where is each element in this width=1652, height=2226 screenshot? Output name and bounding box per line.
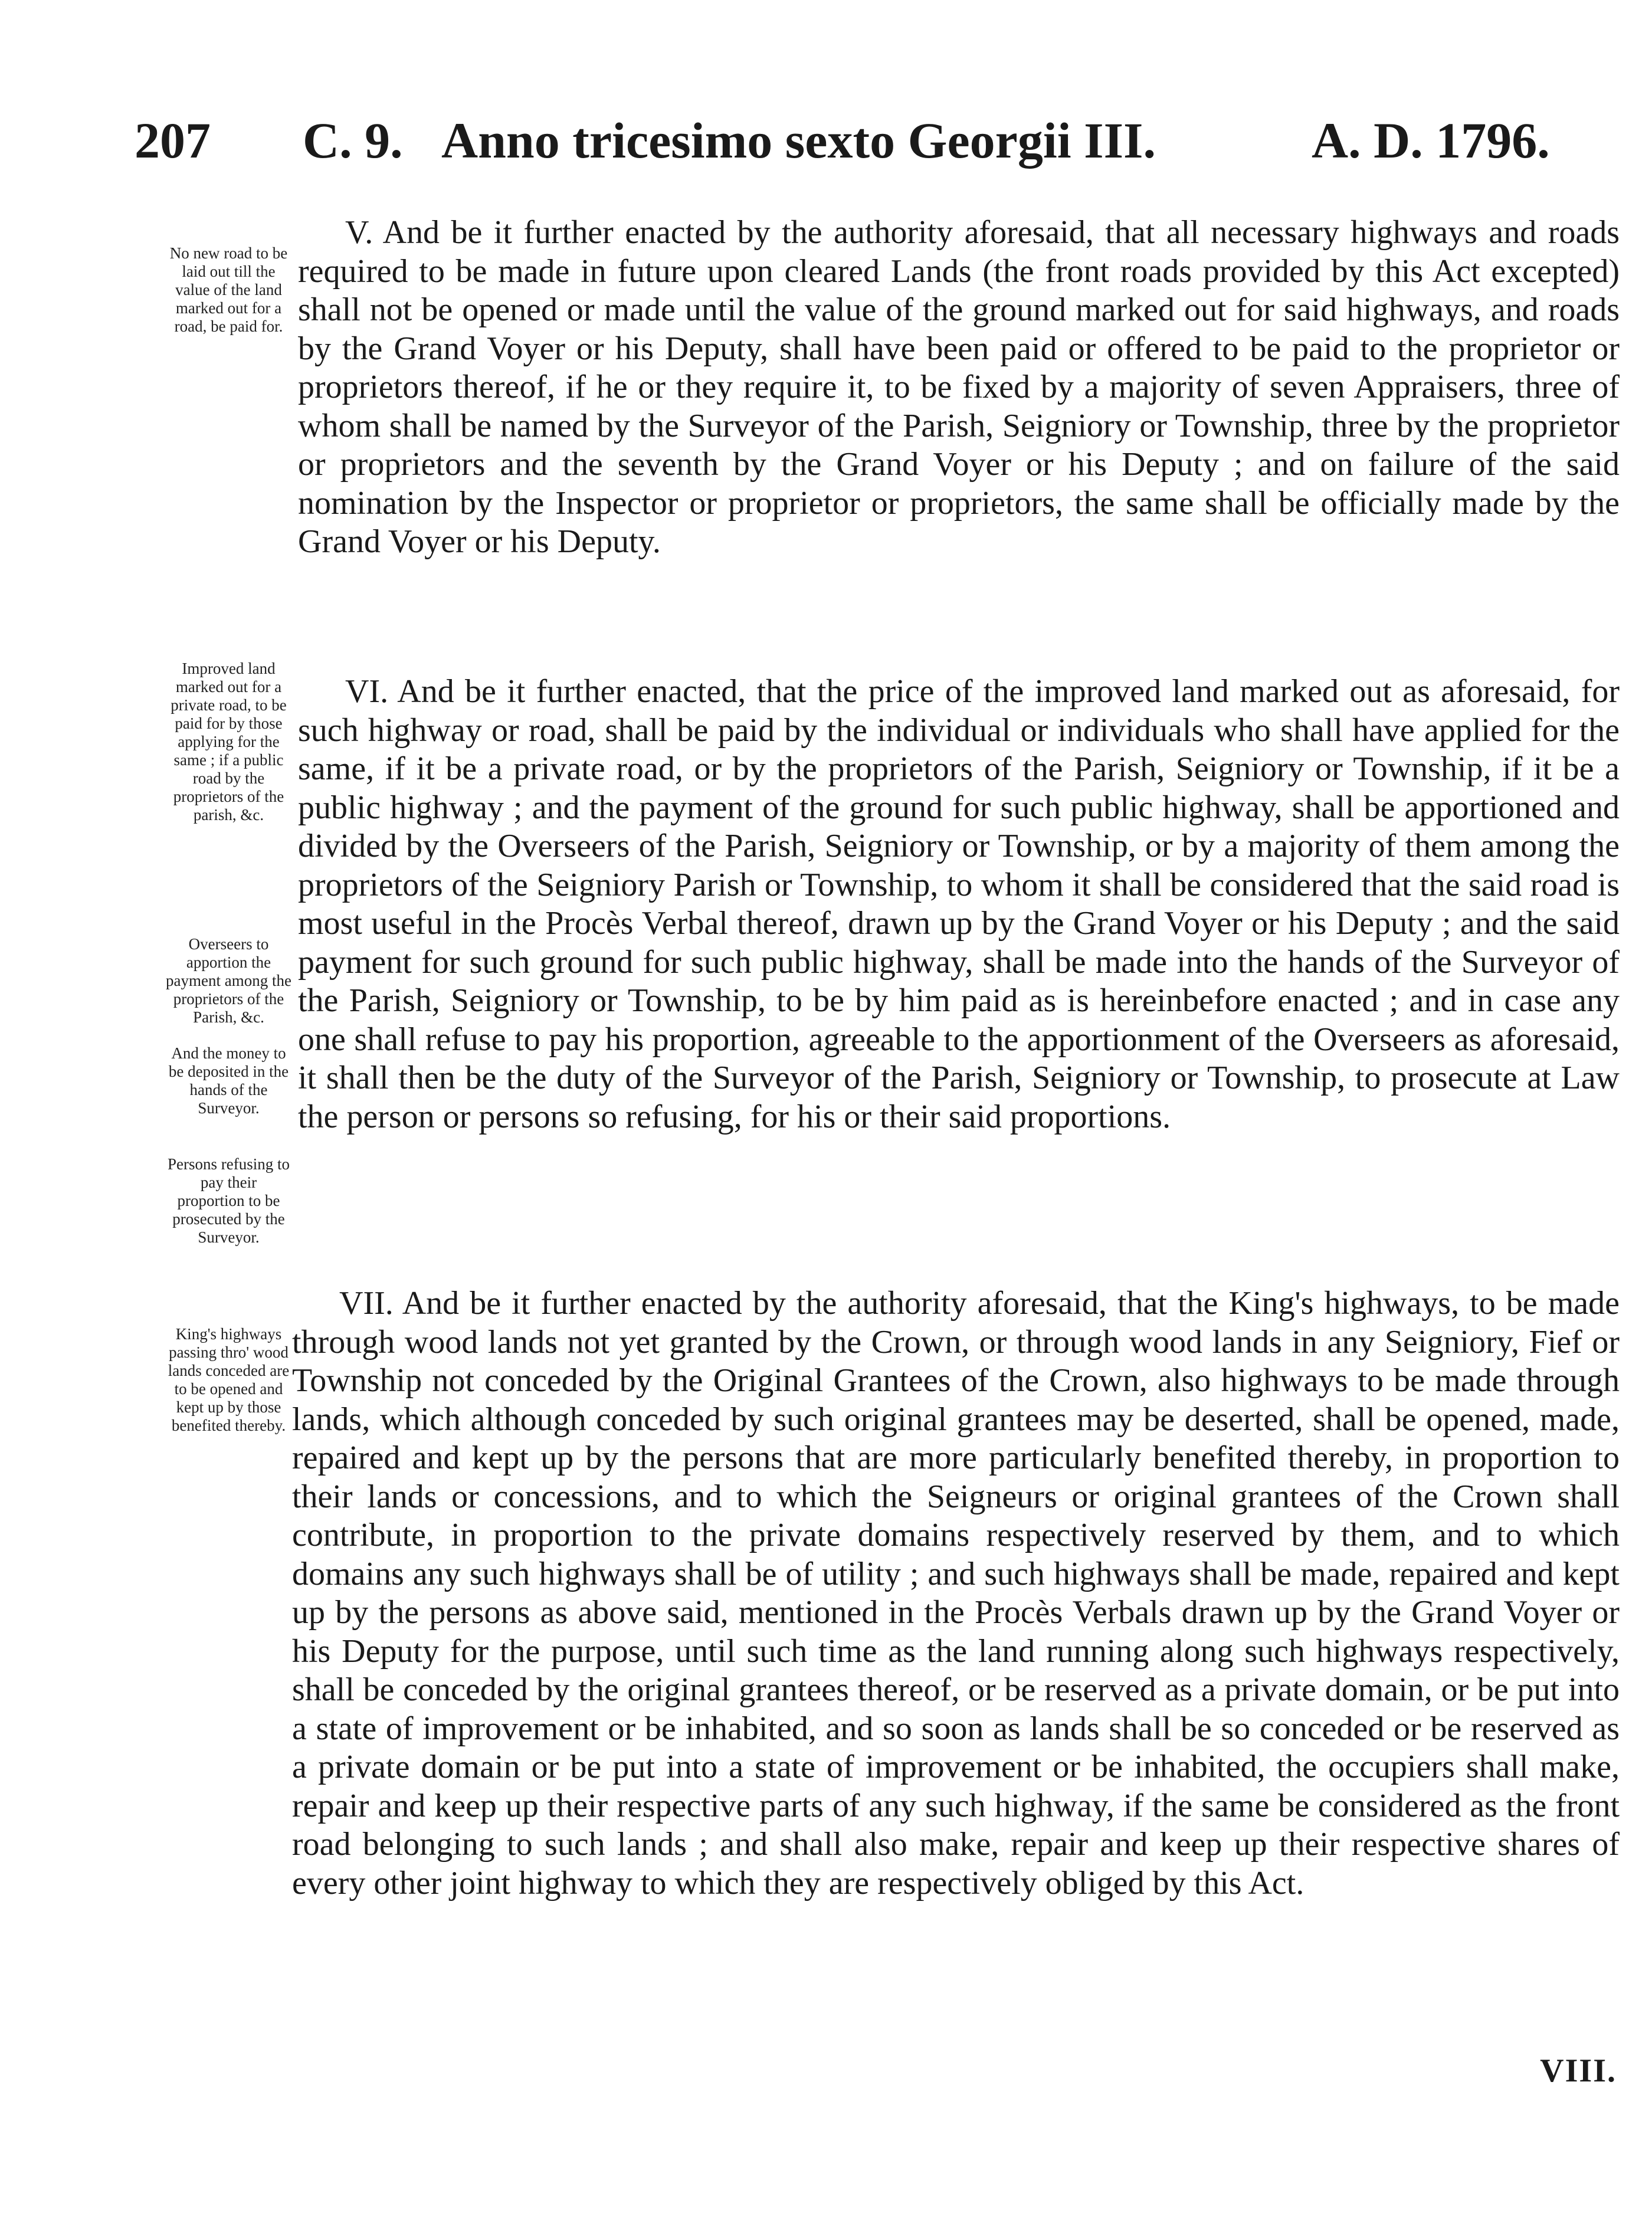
sidenote-persons-refusing: Persons refusing to pay their proportion to be prosecuted by the Surveyor. bbox=[168, 1155, 290, 1246]
sidenote-improved-land: Improved land marked out for a private road, to be paid for by those applying for the same ; if a public road by the proprietors of the parish, &c. bbox=[171, 660, 287, 824]
sidenote-no-new-road: No new road to be laid out till the value of the land marked out for a road, be paid for. bbox=[169, 244, 288, 335]
catchword: VIII. bbox=[1540, 2053, 1617, 2089]
header-year: A. D. 1796. bbox=[1312, 112, 1550, 169]
section-vii: VII. And be it further enacted by the authority aforesaid, that the King's highways, to be made through wood lands not yet granted by the Crown, or through wood lands in any Seigniory, Fief or Township not conceded by the Original Grantees of the Crown, also highways to be made through lands, which although conceded by such original grantees may be deserted, shall be opened, made, repaired and kept up by the persons that are more particularly benefited thereby, in proportion to their lands or concessions, and to which the Seigneurs or original grantees of the Crown shall contribute, in proportion to the private domains respectively reserved by them, and to which domains any such highways shall be of utility ; and such highways shall be made, repaired and kept up by the persons as above said, mentioned in the Procès Verbals drawn up by the Grand Voyer or his Deputy for the purpose, until such time as the land running along such highways respectively, shall be conceded by the original grantees thereof, or be reserved as a private domain, or be put into a state of improvement or be inhabited, and so soon as lands shall be so conceded or be reserved as a private domain or be put into a state of improvement or be inhabited, the occupiers shall make, repair and keep up their respective parts of any such highway, if the same be considered as the front road belonging to such lands ; and shall also make, repair and keep up their respective shares of every other joint highway to which they are respectively obliged by this Act. bbox=[292, 1285, 1620, 1902]
section-v: V. And be it further enacted by the authority aforesaid, that all necessary highways and roads required to be made in future upon cleared Lands (the front roads provided by this Act excepted) shall not be opened or made until the value of the ground marked out for said highways, and roads by the Grand Voyer or his Deputy, shall have been paid or offered to be paid to the proprietor or proprietors thereof, if he or they require it, to be fixed by a majority of seven Appraisers, three of whom shall be named by the Surveyor of the Parish, Seigniory or Township, three by the proprietor or proprietors and the seventh by the Grand Voyer or his Deputy ; and on failure of the said nomination by the Inspector or proprietor or proprietors, the same shall be officially made by the Grand Voyer or his Deputy. bbox=[298, 214, 1620, 560]
running-title: Anno tricesimo sexto Georgii III. bbox=[441, 112, 1156, 169]
sidenote-money-deposited: And the money to be deposited in the hands of the Surveyor. bbox=[168, 1044, 289, 1117]
page-number: 207 bbox=[135, 112, 211, 169]
section-vi: VI. And be it further enacted, that the price of the improved land marked out as aforesaid, for such highway or road, shall be paid by the individual or individuals who shall have applied for the same, if it be a private road, or by the proprietors of the Parish, Seigniory or Township, if it be a public highway ; and the payment of the ground for such public highway, shall be apportioned and divided by the Overseers of the Parish, Seigniory or Township, or by a majority of them among the proprietors of the Seigniory Parish or Township, to whom it shall be considered that the said road is most useful in the Procès Verbal thereof, drawn up by the Grand Voyer or his Deputy ; and the said payment for such ground for such public highway, shall be made into the hands of the Surveyor of the Parish, Seigniory or Township, to be by him paid as is hereinbefore enacted ; and in case any one shall refuse to pay his proportion, agreeable to the apportionment of the Overseers as aforesaid, it shall then be the duty of the Surveyor of the Parish, Seigniory or Township, to prosecute at Law the person or persons so refusing, for his or their said proportions. bbox=[298, 673, 1620, 1135]
chapter-number: C. 9. bbox=[303, 112, 403, 169]
sidenote-overseers: Overseers to apportion the payment among the proprietors of the Parish, &c. bbox=[166, 935, 291, 1026]
page-header bbox=[135, 105, 1627, 176]
sidenote-kings-highways: King's highways passing thro' wood lands conceded are to be opened and kept up by those benefited thereby. bbox=[168, 1325, 290, 1434]
